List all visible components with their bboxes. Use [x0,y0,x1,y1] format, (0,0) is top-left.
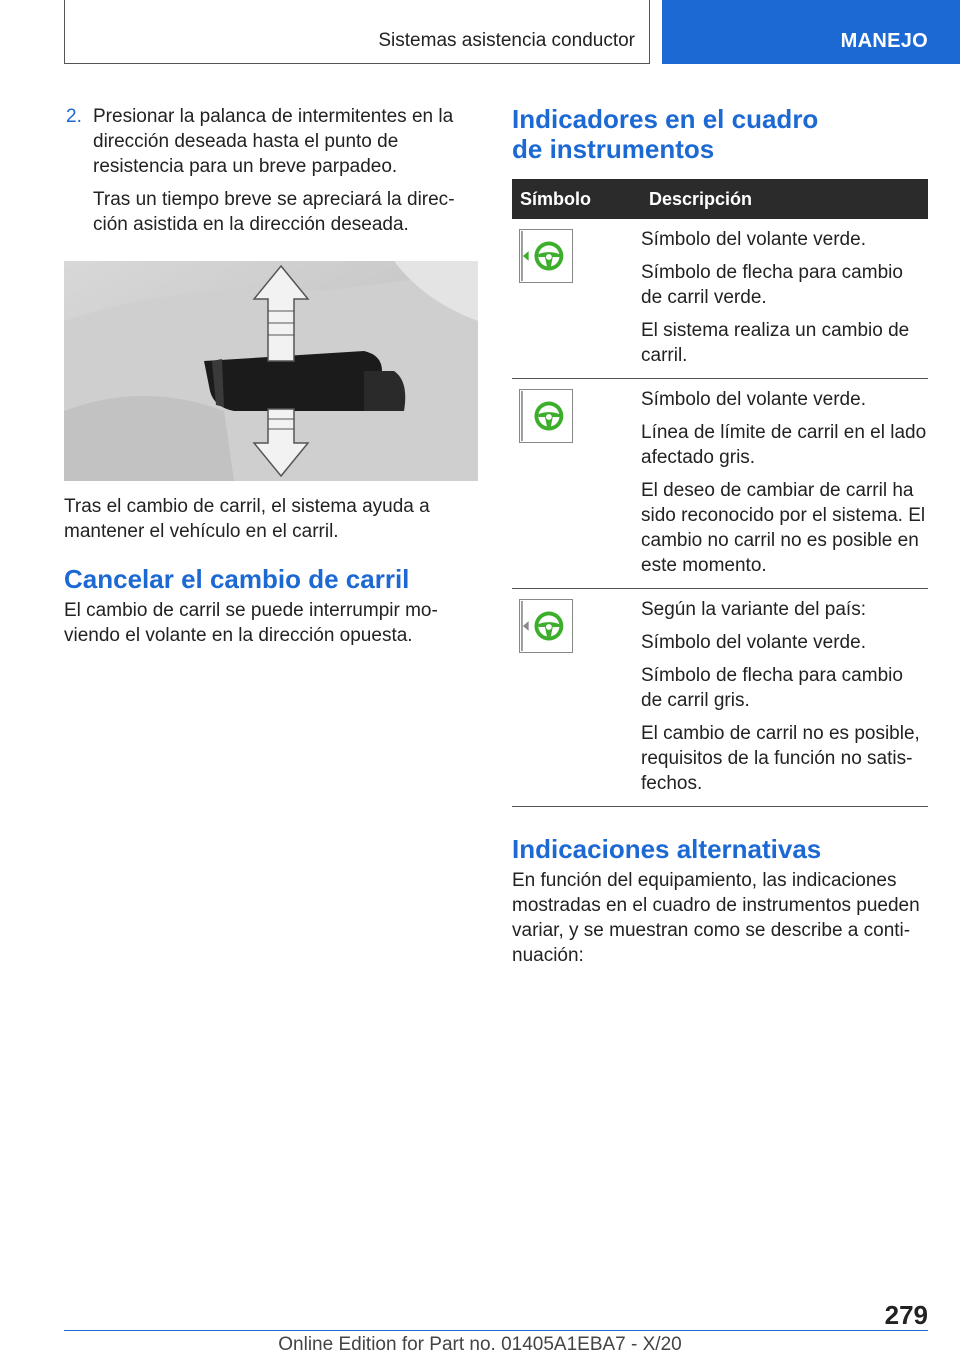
symbol-cell [512,379,641,589]
table-row [512,379,928,589]
page-number: 279 [884,1300,928,1330]
left-column [64,104,478,648]
description-line: Símbolo del volante verde. [641,389,866,410]
description-cell [641,219,928,379]
steering-wheel-green-icon [519,389,573,443]
description-line: El sistema realiza un cambio de carril. [641,320,910,366]
header-chapter-label: MANEJO [840,30,928,52]
description-line: El cambio de carril no es posible, requisitos de la función no satisfechos. [641,723,920,794]
steering-wheel-green-arrow-icon [519,229,573,283]
header-section-title: Sistemas asistencia conductor [378,30,635,51]
alternative-indications-heading: Indicaciones alternativas [512,834,822,864]
description-line: El deseo de cambiar de carril ha sido reconocido por el sistema. El cambio no carril no es posible en este momento. [641,480,926,576]
symbol-cell [512,589,641,807]
instruction-step [64,104,478,237]
header-section-box [64,0,650,64]
step-number: 2. [66,106,82,127]
table-header-row [512,179,928,219]
footer-edition: Online Edition for Part no. 01405A1EBA7 - X/20 [278,1334,682,1355]
description-line: Según la variante del país: [641,599,866,620]
turn-signal-lever-photo [64,261,478,481]
cancel-lane-change-heading: Cancelar el cambio de carril [64,564,410,594]
header-chapter-tab[interactable] [662,0,960,64]
description-line: Símbolo del volante verde. [641,632,866,653]
description-line: Símbolo de flecha para cambio de carril gris. [641,665,903,711]
column-header-symbol: Símbolo [512,179,641,219]
step-text: Presionar la palanca de intermitentes en la dirección deseada hasta el punto de resistencia para un breve parpadeo. [93,106,454,177]
footer-divider [64,1330,928,1331]
indicator-table [512,179,928,807]
alternative-indications-text: En función del equipamiento, las indicaciones mostradas en el cuadro de instrumentos pueden variar, y se muestran como se describe a continuación: [512,870,920,966]
steering-wheel-green-gray-arrow-icon [519,599,573,653]
after-lane-change-text: Tras el cambio de carril, el sistema ayuda a mantener el vehículo en el carril. [64,496,430,542]
instrument-cluster-heading: Indicadores en el cuadro de instrumentos [512,104,819,164]
description-line: Símbolo del volante verde. [641,229,866,250]
table-row [512,589,928,807]
table-row [512,219,928,379]
description-cell [641,379,928,589]
description-line: Símbolo de flecha para cambio de carril verde. [641,262,903,308]
right-column [512,104,928,968]
column-header-description: Descripción [641,179,928,219]
description-cell [641,589,928,807]
description-line: Línea de límite de carril en el lado afectado gris. [641,422,927,468]
step-note: Tras un tiempo breve se apreciará la dirección asistida en la dirección deseada. [93,189,455,235]
symbol-cell [512,219,641,379]
cancel-lane-change-text: El cambio de carril se puede interrumpir moviendo el volante en la dirección opuesta. [64,600,438,646]
